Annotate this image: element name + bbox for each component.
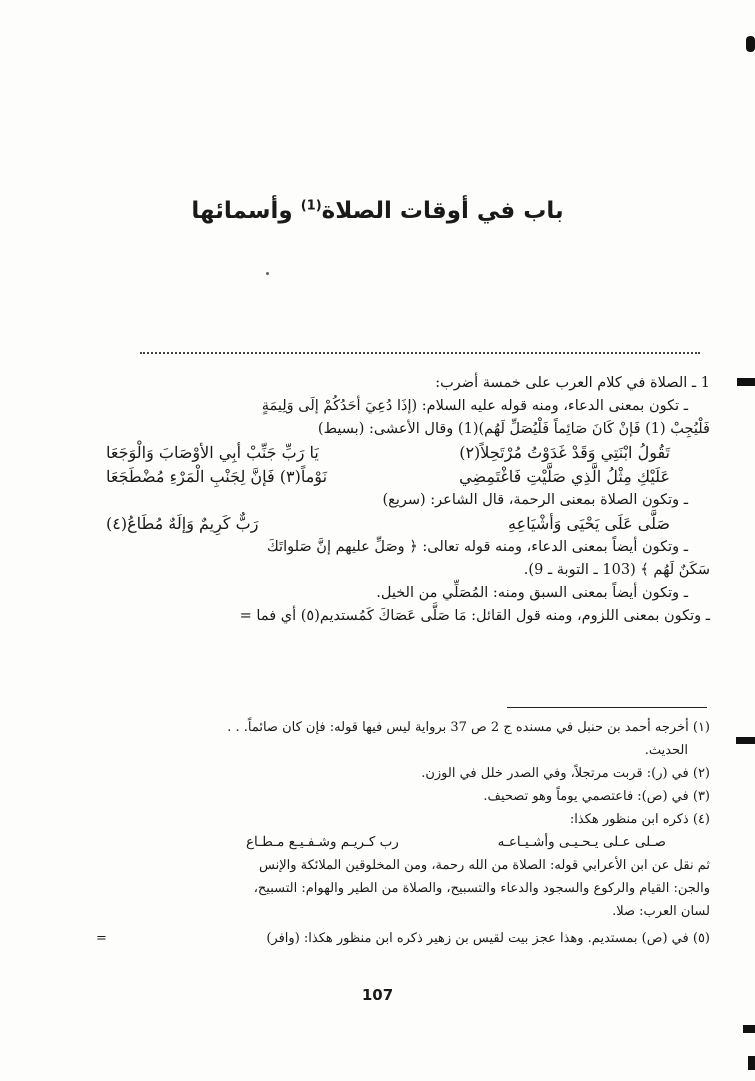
section-heading: 1 ـ الصلاة في كلام العرب على خمسة أضرب:	[435, 375, 710, 391]
footnote: (١) أخرجه أحمد بن حنبل في مسنده ج 2 ص 37 برواية ليس فيها قوله: فإن كان صائماً. . .	[227, 720, 710, 735]
chapter-title-tail: وأسمائها	[191, 198, 301, 224]
dotted-separator	[140, 352, 700, 358]
text-line: سَكَنٌ لَهُم ﴾ (103 ـ التوبة ـ 9).	[523, 562, 710, 578]
text-line: ـ وتكون أيضاً بمعنى الدعاء، ومنه قوله تعالى: ﴿ وصَلِّ عليهم إنَّ صَلواتَكَ	[266, 539, 688, 555]
verse-first-hemistich: تَقُولُ ابْنَتِي وَقَدْ غَدَوْتُ مُرْتَحِلاً(٢)	[459, 443, 670, 462]
footnote-verse	[96, 831, 710, 854]
text-line: ـ وتكون أيضاً بمعنى السبق ومنه: المُصَلِّي من الخيل.	[376, 585, 688, 601]
verse-second-hemistich: رب كـريـم وشـفـيـع مـطـاع	[246, 834, 399, 850]
scan-mark	[748, 1056, 755, 1070]
footnote-rule	[507, 707, 707, 708]
scan-mark	[743, 1025, 755, 1033]
footnote: (٤) ذكره ابن منظور هكذا:	[569, 812, 710, 827]
footnote: (٣) في (ص): فاعتصمي يوماً وهو تصحيف.	[483, 789, 710, 804]
text-line: ـ تكون بمعنى الدعاء، ومنه قوله عليه السلام: (إذَا دُعِيَ أحَدُكُمْ إلَى وَلِيمَةٍ	[261, 398, 688, 414]
footnotes	[96, 716, 710, 950]
chapter-title	[0, 198, 755, 224]
scan-mark	[736, 737, 755, 744]
chapter-title-note: (1)	[300, 198, 322, 214]
scan-speck	[266, 272, 269, 275]
verse-second-hemistich: يَا رَبِّ جَنِّبْ أبِي الأوْصَابَ وَالْوَجَعَا	[106, 443, 319, 462]
footnote-continuation: والجن: القيام والركوع والسجود والدعاء والتسبيح، والصلاة من الطير والهوام: التسبيح،	[253, 881, 710, 896]
footnote-continuation: ثم نقل عن ابن الأعرابي قوله: الصلاة من الله رحمة، ومن المخلوقين الملائكة والإنس	[259, 858, 710, 873]
page-number: 107	[361, 986, 394, 1004]
verse-first-hemistich: عَلَيْكِ مِثْلُ الَّذِي صَلَّيْتِ فَاغْتَمِضِي	[459, 467, 670, 486]
text-line: ـ وتكون الصلاة بمعنى الرحمة، قال الشاعر: (سريع)	[382, 492, 688, 508]
chapter-title-main: باب في أوقات الصلاة	[321, 198, 564, 224]
footnote-continuation: الحديث.	[644, 743, 688, 758]
footnote-text: (٥) في (ص) بمستديم. وهذا عجز بيت لقيس بن زهير ذكره ابن منظور هكذا: (وافر)	[266, 931, 710, 946]
verse-line	[96, 512, 710, 536]
verse-second-hemistich: نَوْماً(٣) فَإنَّ لِجَنْبِ الْمَرْءِ مُضْطَجَعَا	[106, 467, 328, 486]
text-line: ـ وتكون بمعنى اللزوم، ومنه قول القائل: مَا صَلَّى عَصَاكَ كَمُستديم(٥) أي فما =	[239, 608, 710, 624]
footnote: (٢) في (ر): قربت مرتجلاً، وفي الصدر خلل في الوزن.	[421, 766, 710, 781]
main-text	[96, 372, 710, 628]
scan-mark	[737, 378, 755, 386]
footnote-continuation: لسان العرب: صلا.	[612, 904, 710, 919]
verse-line	[96, 465, 710, 489]
verse-second-hemistich: رَبٌّ كَرِيمٌ وَإلَهٌ مُطَاعُ(٤)	[106, 514, 259, 533]
text-line: فَلْيُجِبْ (1) فَإنْ كَانَ صَائِماً فَلْيُصَلِّ لَهُم)(1) وقال الأعشى: (بسيط)	[317, 421, 710, 437]
verse-first-hemistich: صَلَّى عَلَى يَحْيَى وَأشْيَاعِهِ	[507, 514, 670, 533]
verse-first-hemistich: صـلى عـلى يـحـيـى وأشـيـاعـه	[497, 834, 666, 850]
footnote	[96, 927, 710, 950]
verse-line	[96, 441, 710, 465]
continuation-mark: =	[96, 931, 107, 946]
scan-mark	[746, 36, 755, 52]
